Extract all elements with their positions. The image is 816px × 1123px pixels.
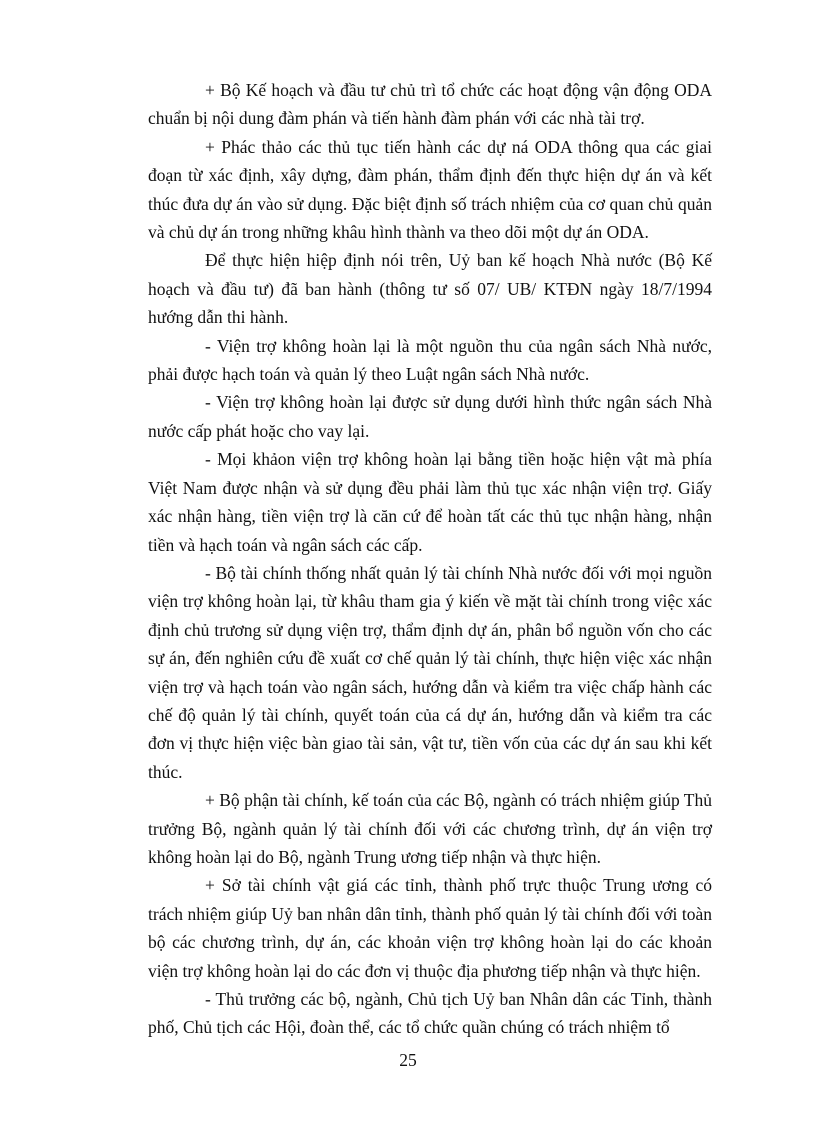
paragraph-implementation-circular: Để thực hiện hiệp định nói trên, Uỷ ban kế hoạch Nhà nước (Bộ Kế hoạch và đầu tư) đã ban hành (thông tư số 07/ UB/ KTĐN ngày 18/7/1994 hướng dẫn thi hành. bbox=[148, 250, 712, 328]
paragraph-aid-confirmation: - Mọi khảon viện trợ không hoàn lại bằng tiền hoặc hiện vật mà phía Việt Nam được nhận và sử dụng đều phải làm thủ tục xác nhận viện trợ. Giấy xác nhận hàng, tiền viện trợ là căn cứ để hoàn tất các thủ tục nhận hàng, nhận tiền và hạch toán và ngân sách các cấp. bbox=[148, 449, 712, 555]
paragraph-heads-responsibility: - Thủ trưởng các bộ, ngành, Chủ tịch Uỷ ban Nhân dân các Tỉnh, thành phố, Chủ tịch các Hội, đoàn thể, các tổ chức quần chúng có trách nhiệm tổ bbox=[148, 989, 712, 1038]
paragraph-ministry-accounting-units: + Bộ phận tài chính, kế toán của các Bộ, ngành có trách nhiệm giúp Thủ trưởng Bộ, ngành quản lý tài chính đối với các chương trình, dự án viện trợ không hoàn lại do Bộ, ngành Trung ương tiếp nhận và thực hiện. bbox=[148, 790, 712, 867]
paragraph-provincial-finance-dept: + Sở tài chính vật giá các tỉnh, thành phố trực thuộc Trung ương có trách nhiệm giúp Uỷ ban nhân dân tỉnh, thành phố quản lý tài chính đối với toàn bộ các chương trình, dự án, các khoản viện trợ không hoàn lại do các khoản viện trợ không hoàn lại do các đơn vị thuộc địa phương tiếp nhận và thực hiện. bbox=[148, 875, 712, 981]
body-text bbox=[148, 76, 712, 1042]
paragraph-oda-procedures: + Phác thảo các thủ tục tiến hành các dự ná ODA thông qua các giai đoạn từ xác định, xây dựng, đàm phán, thẩm định đến thực hiện dự án và kết thúc đưa dự án vào sử dụng. Đặc biệt định số trách nhiệm của cơ quan chủ quản và chủ dự án trong những khâu hình thành va theo dõi một dự án ODA. bbox=[148, 136, 712, 243]
paragraph-aid-revenue: - Viện trợ không hoàn lại là một nguồn thu của ngân sách Nhà nước, phải được hạch toán và quản lý theo Luật ngân sách Nhà nước. bbox=[148, 335, 712, 385]
paragraph-ministry-finance-role: - Bộ tài chính thống nhất quản lý tài chính Nhà nước đối với mọi nguồn viện trợ không hoàn lại, từ khâu tham gia ý kiến về mặt tài chính trong việc xác định chủ trương sử dụng viện trợ, thẩm định dự án, phân bổ nguồn vốn cho các sự án, đến nghiên cứu đề xuất cơ chế quản lý tài chính, thực hiện việc xác nhận viện trợ và hạch toán vào ngân sách, hướng dẫn và kiểm tra việc chấp hành các chế độ quản lý tài chính, quyết toán của cá dự án, hướng dẫn và kiểm tra các đơn vị thực hiện việc bàn giao tài sản, vật tư, tiền vốn của các dự án sau khi kết thúc. bbox=[148, 562, 712, 782]
paragraph-mpi-oda-role: + Bộ Kế hoạch và đầu tư chủ trì tổ chức các hoạt động vận động ODA chuẩn bị nội dung đàm phán và tiến hành đàm phán với các nhà tài trợ. bbox=[148, 80, 712, 129]
paragraph-aid-usage-form: - Viện trợ không hoàn lại được sử dụng dưới hình thức ngân sách Nhà nước cấp phát hoặc cho vay lại. bbox=[148, 392, 712, 441]
page-number: 25 bbox=[399, 1050, 417, 1070]
